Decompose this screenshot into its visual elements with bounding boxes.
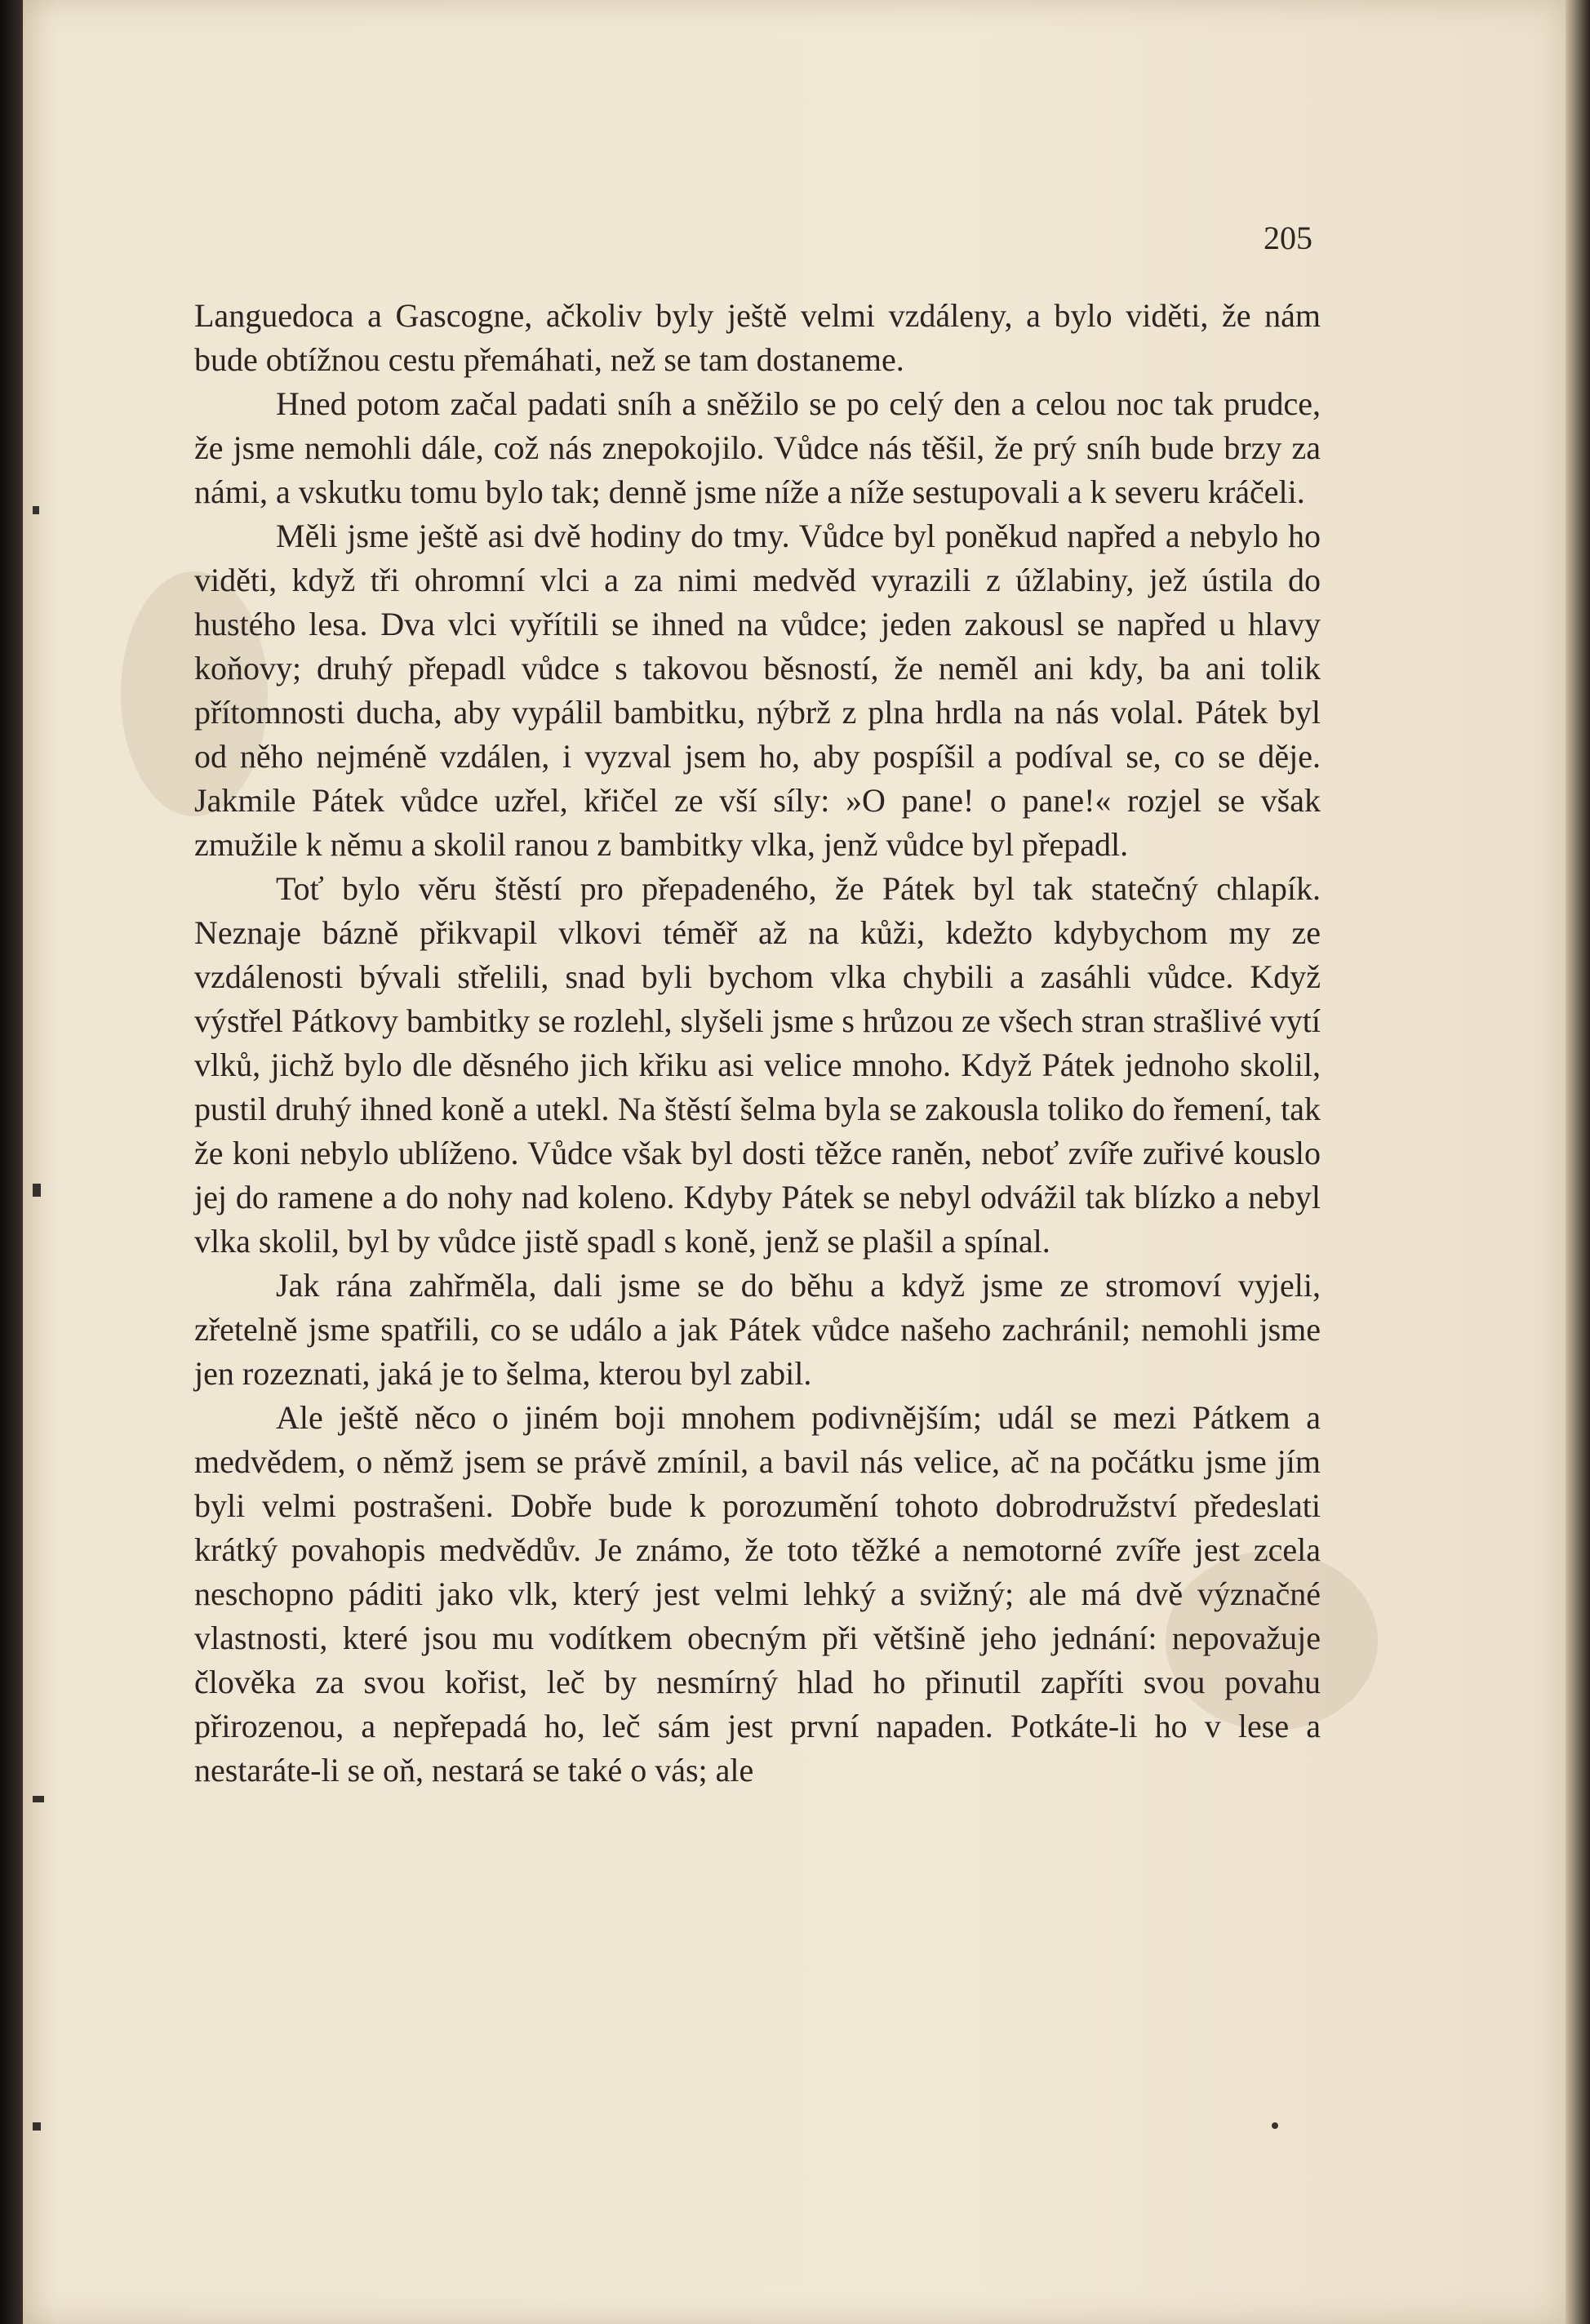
body-text xyxy=(194,294,1321,1793)
paragraph: Hned potom začal padati sníh a sněžilo se po celý den a celou noc tak prudce, že jsme nemohli dále, což nás znepokojilo. Vůdce nás těšil, že prý sníh bude brzy za námi, a vskutku tomu bylo tak; denně jsme níže a níže sestupovali a k severu kráčeli. xyxy=(194,385,1321,510)
margin-speck xyxy=(33,1796,44,1802)
paragraph: Languedoca a Gascogne, ačkoliv byly ještě velmi vzdáleny, a bylo viděti, že nám bude obtížnou cestu přemáhati, než se tam dostaneme. xyxy=(194,297,1321,378)
page-paper xyxy=(23,0,1566,2324)
paragraph: Měli jsme ještě asi dvě hodiny do tmy. Vůdce byl poněkud napřed a nebylo ho viděti, když tři ohromní vlci a za nimi medvěd vyrazili z úžlabiny, jež ústila do hustého lesa. Dva vlci vyřítili se ihned na vůdce; jeden zakousl se napřed u hlavy koňovy; druhý přepadl vůdce s takovou běsností, že neměl ani kdy, ba ani tolik přítomnosti ducha, aby vypálil bambitku, nýbrž z plna hrdla na nás volal. Pátek byl od něho nejméně vzdálen, i vyzval jsem ho, aby pospíšil a podíval se, co se děje. Jakmile Pátek vůdce uzřel, křičel ze vší síly: »O pane! o pane!« rozjel se však zmužile k němu a skolil ranou z bambitky vlka, jenž vůdce byl přepadl. xyxy=(194,518,1321,863)
margin-speck xyxy=(33,2122,41,2131)
margin-speck xyxy=(33,1184,41,1197)
margin-speck xyxy=(33,506,39,514)
book-spine-shadow xyxy=(0,0,24,2324)
margin-speck xyxy=(1272,2122,1278,2129)
paragraph: Ale ještě něco o jiném boji mnohem podivnějším; udál se mezi Pátkem a medvědem, o němž jsem se právě zmínil, a bavil nás velice, ač na počátku jsme jím byli velmi postrašeni. Dobře bude k porozumění tohoto dobrodružství předeslati krátký povahopis medvědův. Je známo, že toto těžké a nemotorné zvíře jest zcela neschopno páditi jako vlk, který jest velmi lehký a svižný; ale má dvě význačné vlastnosti, které jsou mu vodítkem obecným při většině jeho jednání: nepovažuje člověka za svou kořist, leč by nesmírný hlad ho přinutil zapříti svou povahu přirozenou, a nepřepadá ho, leč sám jest první napaden. Potkáte-li ho v lese a nestaráte-li se oň, nestará se také o vás; ale xyxy=(194,1399,1321,1789)
paragraph: Toť bylo věru štěstí pro přepadeného, že Pátek byl tak statečný chlapík. Neznaje bázně přikvapil vlkovi téměř až na kůži, kdežto kdybychom my ze vzdálenosti bývali střelili, snad byli bychom vlka chybili a zasáhli vůdce. Když výstřel Pátkovy bambitky se rozlehl, slyšeli jsme s hrůzou ze všech stran strašlivé vytí vlků, jichž bylo dle děsného jich křiku asi velice mnoho. Když Pátek jednoho skolil, pustil druhý ihned koně a utekl. Na štěstí šelma byla se zakousla toliko do řemení, tak že koni nebylo ublíženo. Vůdce však byl dosti těžce raněn, neboť zvíře zuřivé kouslo jej do ramene a do nohy nad koleno. Kdyby Pátek se nebyl odvážil tak blízko a nebyl vlka skolil, byl by vůdce jistě spadl s koně, jenž se plašil a spínal. xyxy=(194,870,1321,1260)
paragraph: Jak rána zahřměla, dali jsme se do běhu a když jsme ze stromoví vyjeli, zřetelně jsme spatřili, co se událo a jak Pátek vůdce našeho zachránil; nemohli jsme jen rozeznati, jaká je to šelma, kterou byl zabil. xyxy=(194,1267,1321,1392)
page-number: 205 xyxy=(1264,220,1312,256)
page-edge-shadow xyxy=(1566,0,1590,2324)
